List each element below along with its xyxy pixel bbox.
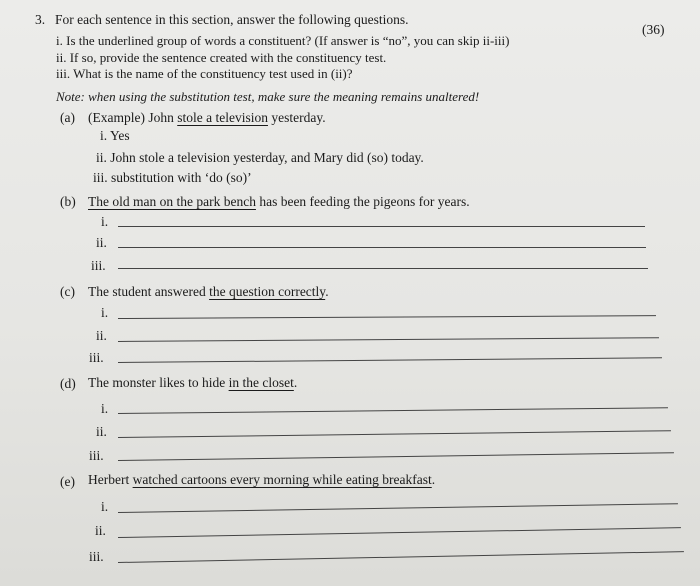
item-e-blank-i: i. bbox=[101, 499, 109, 514]
item-d-blank-iii: iii. bbox=[89, 448, 104, 463]
item-a-post: yesterday. bbox=[267, 110, 326, 125]
item-c-blank-i: i. bbox=[101, 305, 109, 320]
subquestion-3: iii. What is the name of the constituency test used in (ii)? bbox=[56, 66, 353, 81]
item-a-answer-3: iii. substitution with ‘do (so)’ bbox=[93, 170, 252, 185]
item-b-underlined: The old man on the park bench bbox=[88, 194, 256, 209]
item-e-blank-ii: ii. bbox=[95, 523, 106, 538]
item-e-post: . bbox=[431, 472, 436, 487]
item-b-label: (b) bbox=[60, 194, 76, 209]
item-d-blank-ii: ii. bbox=[96, 424, 107, 439]
item-c-sentence bbox=[88, 284, 329, 300]
item-d-answer-line-iii[interactable] bbox=[118, 452, 674, 461]
item-c-blank-iii: iii. bbox=[89, 350, 104, 365]
subquestion-2: ii. If so, provide the sentence created with the constituency test. bbox=[56, 50, 387, 65]
item-a-label: (a) bbox=[60, 110, 75, 125]
item-d-pre: The monster likes to hide bbox=[88, 375, 229, 390]
item-a-pre: (Example) John bbox=[88, 110, 178, 125]
points: (36) bbox=[642, 22, 665, 37]
item-c-answer-line-ii[interactable] bbox=[118, 337, 659, 342]
item-e-answer-line-iii[interactable] bbox=[118, 551, 684, 563]
item-c-pre: The student answered bbox=[88, 284, 210, 299]
item-e-blank-iii: iii. bbox=[89, 549, 104, 564]
item-d-sentence bbox=[88, 375, 297, 391]
item-b-post: has been feeding the pigeons for years. bbox=[255, 194, 470, 209]
item-c-label: (c) bbox=[60, 284, 75, 299]
item-d-blank-i: i. bbox=[101, 401, 109, 416]
item-a-answer-2: ii. John stole a television yesterday, and Mary did (so) today. bbox=[96, 150, 424, 165]
item-b-answer-line-iii[interactable] bbox=[118, 268, 648, 269]
question-prompt: For each sentence in this section, answer the following questions. bbox=[55, 12, 409, 27]
item-b-sentence bbox=[88, 194, 470, 210]
item-b-blank-ii: ii. bbox=[96, 235, 107, 250]
item-b-blank-i: i. bbox=[101, 214, 109, 229]
item-e-sentence bbox=[88, 472, 435, 488]
item-d-post: . bbox=[293, 375, 298, 390]
item-b-answer-line-ii[interactable] bbox=[118, 247, 646, 248]
item-d-answer-line-ii[interactable] bbox=[118, 430, 671, 438]
note: Note: when using the substitution test, make sure the meaning remains unaltered! bbox=[56, 89, 480, 104]
item-a-sentence bbox=[88, 110, 326, 126]
question-number: 3. bbox=[35, 12, 46, 27]
item-a-answer-1: i. Yes bbox=[100, 128, 130, 143]
item-c-blank-ii: ii. bbox=[96, 328, 107, 343]
item-c-answer-line-iii[interactable] bbox=[118, 357, 662, 363]
item-e-pre: Herbert bbox=[88, 472, 133, 487]
item-d-underlined: in the closet bbox=[228, 375, 294, 390]
item-c-underlined: the question correctly bbox=[209, 284, 326, 299]
item-e-label: (e) bbox=[60, 474, 75, 489]
item-b-blank-iii: iii. bbox=[91, 258, 106, 273]
item-a-underlined: stole a television bbox=[177, 110, 268, 125]
item-e-underlined: watched cartoons every morning while eating breakfast bbox=[132, 472, 432, 487]
item-d-answer-line-i[interactable] bbox=[118, 407, 668, 414]
item-c-answer-line-i[interactable] bbox=[118, 315, 656, 319]
item-b-answer-line-i[interactable] bbox=[118, 226, 645, 227]
item-c-post: . bbox=[325, 284, 329, 299]
subquestion-1: i. Is the underlined group of words a constituent? (If answer is “no”, you can skip ii-iii) bbox=[56, 33, 510, 48]
item-e-answer-line-ii[interactable] bbox=[118, 527, 681, 538]
item-d-label: (d) bbox=[60, 376, 76, 391]
item-e-answer-line-i[interactable] bbox=[118, 503, 678, 513]
